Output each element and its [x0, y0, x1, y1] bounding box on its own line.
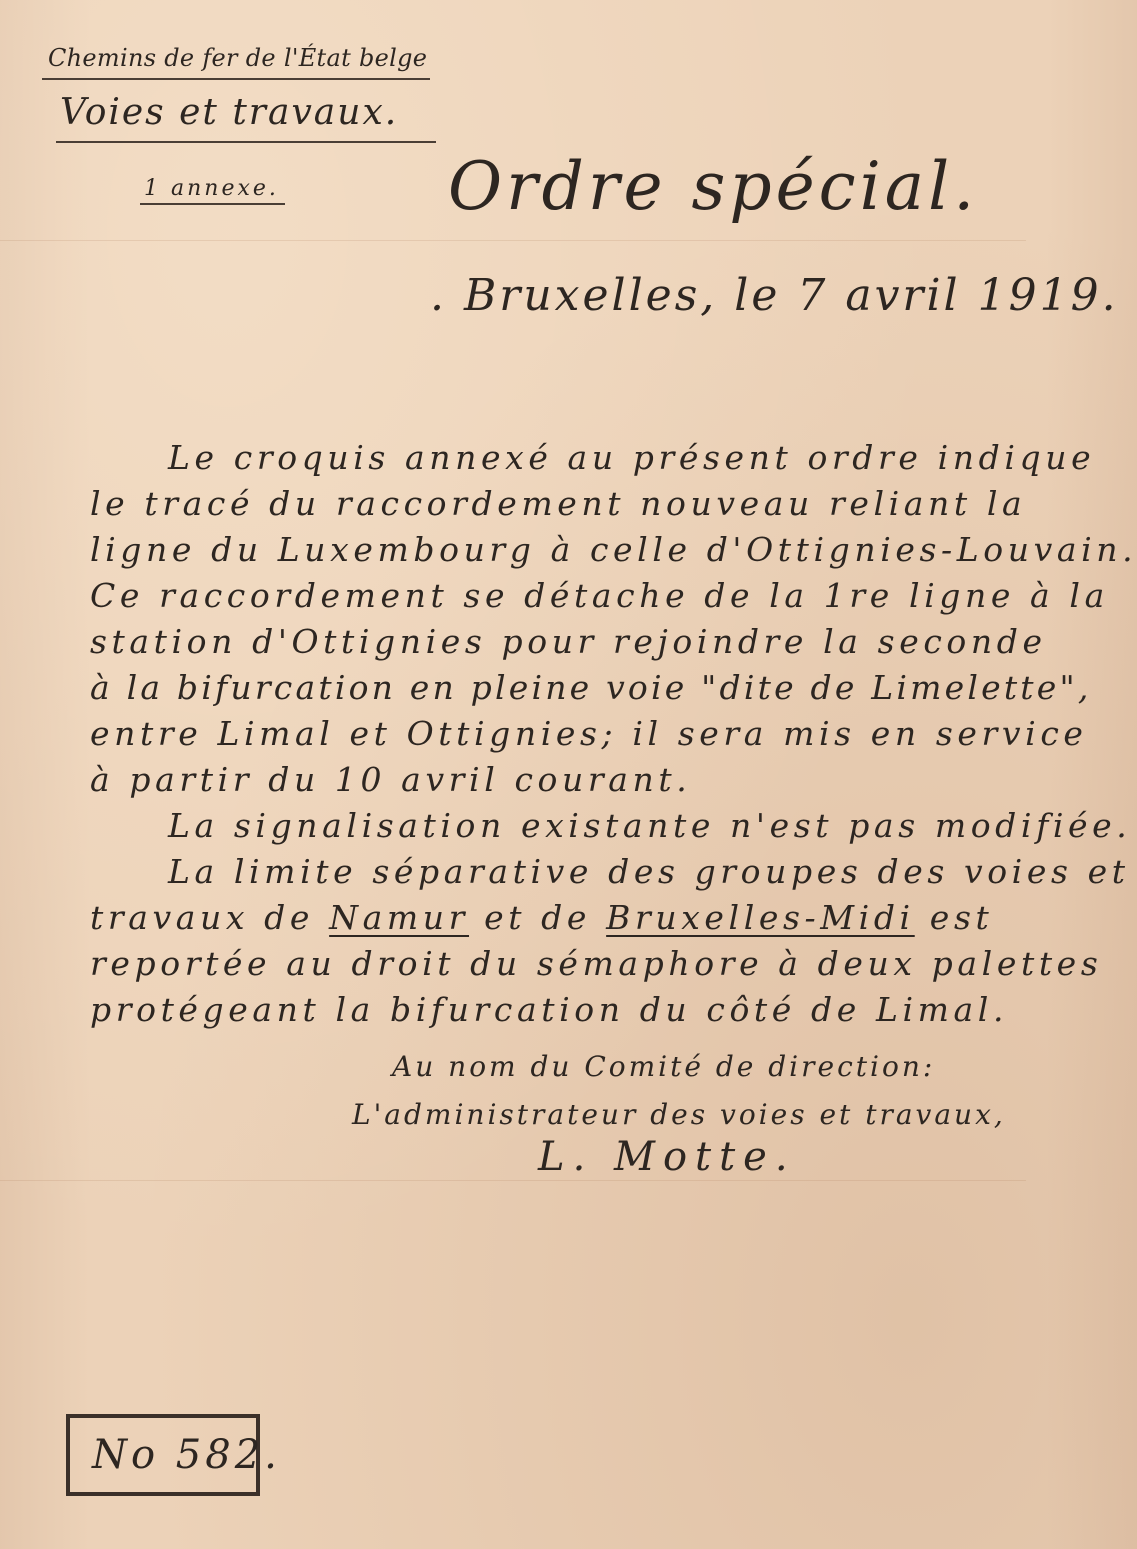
organization-heading: Chemins de fer de l'État belge: [48, 44, 428, 72]
body-line: entre Limal et Ottignies; il sera mis en service: [90, 714, 1088, 753]
annex-count: 1 annexe.: [140, 176, 285, 205]
signature-name: L. Motte.: [538, 1134, 796, 1180]
body-line: ligne du Luxembourg à celle d'Ottignies-Louvain.: [90, 530, 1137, 569]
underlined-place-namur: Namur: [329, 898, 470, 937]
document-title: Ordre spécial.: [448, 148, 979, 225]
body-line: Ce raccordement se détache de la 1re ligne à la: [90, 576, 1109, 615]
body-line-with-underlines: [90, 898, 993, 937]
body-line: à la bifurcation en pleine voie "dite de Limelette",: [90, 668, 1092, 707]
signature-authority-line: Au nom du Comité de direction:: [392, 1050, 936, 1083]
body-line: à partir du 10 avril courant.: [90, 760, 692, 799]
paper-fold-line: [0, 240, 1026, 241]
body-line: reportée au droit du sémaphore à deux palettes: [90, 944, 1103, 983]
department-heading: Voies et travaux.: [60, 92, 399, 133]
paper-fold-line: [0, 1180, 1026, 1181]
body-text-segment: travaux de: [90, 898, 330, 937]
body-text-segment: est: [914, 898, 994, 937]
body-text-segment: et de: [469, 898, 607, 937]
body-line: protégeant la bifurcation du côté de Limal.: [90, 990, 1009, 1029]
document-number-stamp: [66, 1414, 281, 1496]
signature-title-line: L'administrateur des voies et travaux,: [352, 1098, 1006, 1131]
heading-underline: [56, 141, 436, 143]
document-number: No 582.: [92, 1432, 281, 1478]
body-line: La signalisation existante n'est pas modifiée.: [168, 806, 1132, 845]
underlined-place-bruxelles-midi: Bruxelles-Midi: [606, 898, 915, 937]
body-line: La limite séparative des groupes des voies et: [168, 852, 1130, 891]
place-and-date: . Bruxelles, le 7 avril 1919.: [430, 270, 1119, 321]
body-line: le tracé du raccordement nouveau reliant la: [90, 484, 1027, 523]
body-line: station d'Ottignies pour rejoindre la seconde: [90, 622, 1047, 661]
body-line: Le croquis annexé au présent ordre indique: [168, 438, 1096, 477]
heading-underline: [42, 78, 430, 80]
